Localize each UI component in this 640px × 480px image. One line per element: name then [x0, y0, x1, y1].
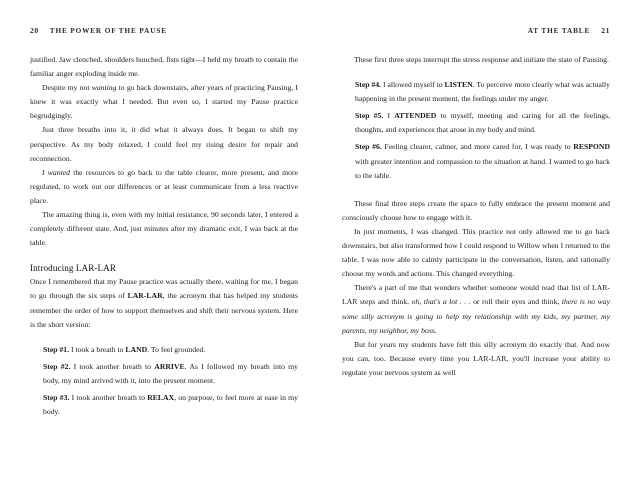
section-heading: Introducing LAR-LAR	[30, 263, 117, 274]
paragraph-part-2: or roll their eyes and think,	[470, 297, 562, 307]
left-page-number: 20	[30, 26, 39, 35]
paragraph-italic-1: oh, that's a lot . . .	[411, 297, 471, 307]
step-label: Step #5.	[355, 111, 384, 121]
list-item	[43, 391, 298, 422]
step-keyword: ARRIVE	[154, 361, 185, 371]
paragraph: These final three steps create the space to fully embrace the present moment and consciously choose how to engage with it.	[342, 198, 610, 222]
step-keyword: LAND	[125, 344, 148, 354]
left-page	[30, 26, 320, 456]
step-keyword: ATTENDED	[394, 111, 437, 121]
left-body-text	[30, 53, 298, 422]
step-text-before: I allowed myself to	[381, 80, 445, 90]
list-item	[355, 109, 610, 140]
step-label: Step #6.	[355, 142, 382, 152]
right-page	[320, 26, 610, 456]
step-text-before: I took another breath to	[70, 361, 155, 371]
step-label: Step #2.	[43, 361, 71, 371]
step-keyword: LISTEN	[444, 80, 473, 90]
paragraph: Just three breaths into it, it did what it always does. It began to shift my perspective. As my body relaxed, I could feel my rising desire for repair and reconnection.	[30, 125, 298, 163]
paragraph: I wanted the resources to go back to the table clearer, more present, and more regulated, to work out our differences or at least communicate from a less reactive place.	[30, 167, 298, 205]
paragraph: The amazing thing is, even with my initial resistance, 90 seconds later, I entered a completely different state. And, just minutes after my dramatic exit, I was back at the table.	[30, 210, 298, 248]
right-body-text	[342, 53, 610, 380]
list-item	[43, 343, 298, 360]
left-running-head-title: THE POWER OF THE PAUSE	[49, 27, 167, 35]
list-item	[355, 140, 610, 185]
paragraph	[342, 281, 610, 337]
step-text-after: . As I followed my breath into my body, my mind arrived with it, into the present moment.	[43, 361, 298, 385]
step-label: Step #4.	[355, 80, 382, 90]
step-text-after: to myself, meeting and caring for all the feelings, thoughts, and experiences that arose in my body and mind.	[355, 111, 610, 135]
paragraph: Despite my not wanting to go back downstairs, after years of practicing Pausing, I knew it was exactly what I needed. But even so, I started my Pause practice begrudgingly.	[30, 83, 298, 121]
step-text-before: I took a breath to	[69, 344, 126, 354]
paragraph: But for years my students have felt this silly acronym do exactly that. And now you can, too. Because every time you LAR-LAR, you'll increase your ability to regulate your nervous system as well	[342, 339, 610, 377]
paragraph: In just moments, I was changed. This practice not only allowed me to go back downstairs, but also transformed how I could respond to Willow when I returned to the table. I was now able to calmly participate in the conversation, listen, and rationally choose my words and actions. This changed everything.	[342, 226, 610, 279]
paragraph: justified. Jaw clenched, shoulders hunched, fists tight—I held my breath to contain the familiar anger exploding inside me.	[30, 55, 298, 79]
step-text-after: . To perceive more clearly what was actually happening in the present moment, the feelings under my anger.	[355, 80, 610, 104]
left-step-list	[30, 343, 298, 422]
paragraph-italic-2: there is no way some silly acronym is going to help my relationship with my kids, my partner, my parents, my neighbor, my boss.	[342, 297, 611, 335]
right-running-head-title: AT THE TABLE	[527, 27, 591, 35]
right-step-list	[342, 78, 610, 186]
step-label: Step #1.	[43, 344, 70, 354]
paragraph: These first three steps interrupt the stress response and initiate the state of Pausing.	[354, 55, 609, 64]
step-label: Step #3.	[43, 392, 70, 402]
step-keyword: RESPOND	[573, 142, 610, 152]
list-item	[355, 78, 610, 109]
paragraph-part-1: There's a part of me that wonders whether someone would read that list of LAR-LAR steps and think,	[342, 283, 610, 307]
left-running-head	[30, 26, 298, 36]
list-item	[43, 360, 298, 391]
step-text-before: Feeling clearer, calmer, and more cared for, I was ready to	[381, 142, 574, 152]
step-keyword: RELAX	[147, 392, 175, 402]
step-text-before: I took another breath to	[69, 392, 148, 402]
step-text-before: I	[383, 111, 395, 121]
step-text-after: , on purpose, to feel more at ease in my body.	[43, 392, 299, 417]
step-text-after: . To feel grounded.	[147, 344, 206, 354]
paragraph: Once I remembered that my Pause practice was actually there, waiting for me, I began to go through the six steps of LAR-LAR, the acronym that has helped my students remember the order of how to support themselves and shift their nervous system. Here is the short version:	[30, 277, 298, 329]
right-running-head	[342, 26, 610, 36]
right-page-number: 21	[601, 26, 610, 35]
step-text-after: with greater intention and compassion to the situation at hand. I wanted to go back to the table.	[355, 156, 610, 180]
